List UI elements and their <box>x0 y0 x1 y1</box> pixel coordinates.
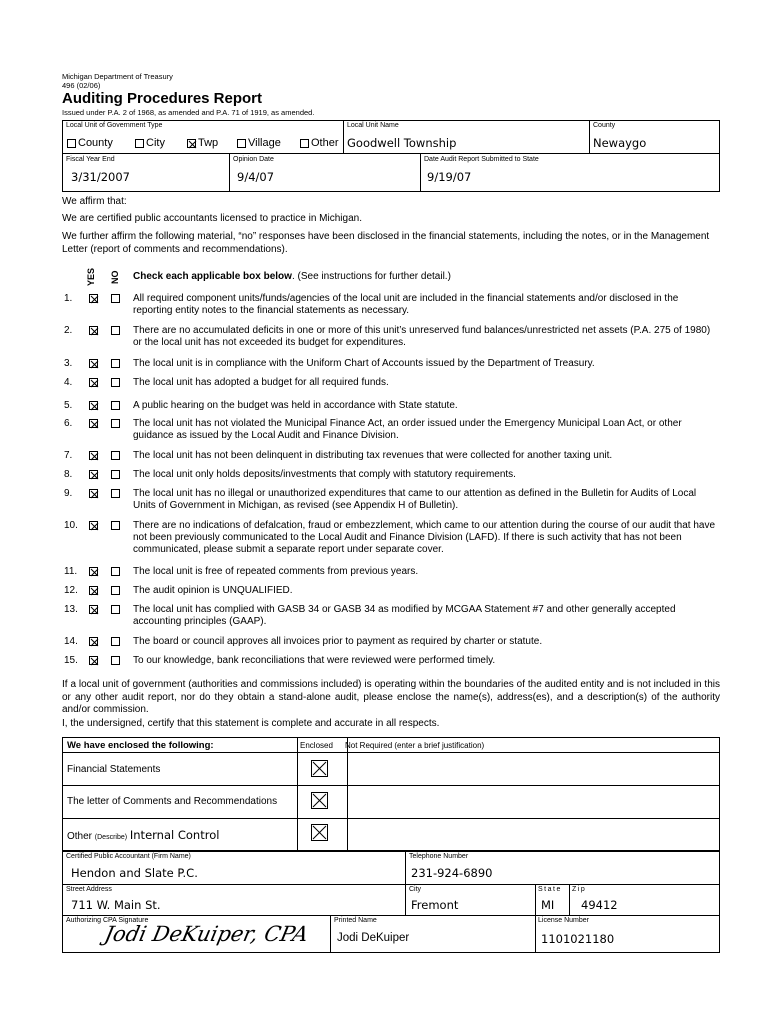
row-letter-of-comments: The letter of Comments and Recommendations <box>67 796 278 807</box>
item-text: There are no indications of defalcation, fraud or embezzlement, which came to our attention during the course of our audit that have not been previously communicated to the Local Audit and Finance Division (LAFD). If there is such activity that has not been communicated, please submit a separate report under separate cover. <box>133 520 716 555</box>
item-number: 6. <box>64 418 73 429</box>
no-column-header: NO <box>110 270 120 284</box>
letter-enclosed-checkbox[interactable] <box>311 792 328 809</box>
item-number: 15. <box>64 655 78 666</box>
zip-value[interactable]: 49412 <box>581 898 618 912</box>
item-number: 12. <box>64 585 78 596</box>
check-instructions-bold: Check each applicable box below <box>133 271 292 282</box>
item-no-checkbox[interactable] <box>111 521 120 530</box>
item-no-checkbox[interactable] <box>111 401 120 410</box>
authority-note: If a local unit of government (authorities and commissions included) is operating within the boundaries of the audited entity and is not included in this or any other audit report, nor do they obtain a stand-alone audit, please enclose the name(s), address(es), and a description(s) of the authority and/or commission. <box>62 679 720 715</box>
item-yes-checkbox-checked[interactable] <box>89 521 98 530</box>
firm-name-value[interactable]: Hendon and Slate P.C. <box>71 866 198 880</box>
item-number: 3. <box>64 358 73 369</box>
item-number: 1. <box>64 293 73 304</box>
affirm-cpa: We are certified public accountants licensed to practice in Michigan. <box>62 213 362 224</box>
check-instructions <box>133 271 451 284</box>
item-number: 2. <box>64 325 73 336</box>
item-no-checkbox[interactable] <box>111 586 120 595</box>
item-text: The local unit has no illegal or unauthorized expenditures that came to our attention as defined in the Bulletin for Audits of Local Units of Government in Michigan, as revised (see Appendix H of Bulletin). <box>133 488 697 511</box>
zip-label: Zip <box>572 886 587 893</box>
item-number: 14. <box>64 636 78 647</box>
option-city: City <box>146 137 165 149</box>
row-financial-statements: Financial Statements <box>67 764 161 775</box>
state-value[interactable]: MI <box>541 898 555 912</box>
other-checkbox[interactable] <box>300 139 309 148</box>
phone-label: Telephone Number <box>409 853 469 860</box>
item-no-checkbox[interactable] <box>111 656 120 665</box>
cpa-info-table <box>62 851 720 953</box>
signature-label: Authorizing CPA Signature <box>66 917 149 924</box>
item-text: A public hearing on the budget was held in accordance with State statute. <box>133 400 458 411</box>
item-text: The local unit has adopted a budget for all required funds. <box>133 377 389 388</box>
item-no-checkbox[interactable] <box>111 378 120 387</box>
item-yes-checkbox-checked[interactable] <box>89 401 98 410</box>
opinion-date-label: Opinion Date <box>233 156 274 163</box>
street-label: Street Address <box>66 886 112 893</box>
affirm-intro: We affirm that: <box>62 196 127 207</box>
twp-checkbox-checked[interactable] <box>187 139 196 148</box>
item-yes-checkbox-checked[interactable] <box>89 359 98 368</box>
item-number: 4. <box>64 377 73 388</box>
item-no-checkbox[interactable] <box>111 637 120 646</box>
item-number: 7. <box>64 450 73 461</box>
certification: I, the undersigned, certify that this statement is complete and accurate in all respects. <box>62 718 440 729</box>
enclosed-column: Enclosed <box>300 741 333 750</box>
item-text: All required component units/funds/agencies of the local unit are included in the financial statements and/or disclosed in the reporting entity notes to the financial statements as necessary. <box>133 293 679 316</box>
item-number: 13. <box>64 604 78 615</box>
unit-name-value[interactable]: Goodwell Township <box>347 136 457 150</box>
item-yes-checkbox-checked[interactable] <box>89 378 98 387</box>
item-no-checkbox[interactable] <box>111 567 120 576</box>
unit-name-label: Local Unit Name <box>347 122 399 129</box>
item-yes-checkbox-checked[interactable] <box>89 451 98 460</box>
option-twp: Twp <box>198 137 219 149</box>
item-number: 5. <box>64 400 73 411</box>
item-number: 8. <box>64 469 73 480</box>
item-yes-checkbox-checked[interactable] <box>89 419 98 428</box>
item-no-checkbox[interactable] <box>111 470 120 479</box>
unit-type-options <box>67 137 337 150</box>
item-text: The local unit is in compliance with the Uniform Chart of Accounts issued by the Department of Treasury. <box>133 358 595 369</box>
financial-statements-enclosed-checkbox[interactable] <box>311 760 328 777</box>
item-yes-checkbox-checked[interactable] <box>89 605 98 614</box>
item-yes-checkbox-checked[interactable] <box>89 470 98 479</box>
unit-type-label: Local Unit of Government Type <box>66 122 163 129</box>
check-instructions-rest: . (See instructions for further detail.) <box>291 271 451 282</box>
item-text: The local unit is free of repeated comments from previous years. <box>133 566 419 577</box>
city-value[interactable]: Fremont <box>411 898 459 912</box>
option-village: Village <box>248 137 281 149</box>
option-other: Other <box>311 137 339 149</box>
other-enclosed-checkbox[interactable] <box>311 824 328 841</box>
item-text: To our knowledge, bank reconciliations that were reviewed were performed timely. <box>133 655 496 666</box>
item-yes-checkbox-checked[interactable] <box>89 326 98 335</box>
item-text: The board or council approves all invoices prior to payment as required by charter or statute. <box>133 636 543 647</box>
affirm-material: We further affirm the following material, “no” responses have been disclosed in the financial statements, including the notes, or in the Management Letter (report of comments and recommendations). <box>62 231 710 255</box>
phone-value[interactable]: 231-924-6890 <box>411 866 493 880</box>
item-text: The local unit has complied with GASB 34 or GASB 34 as modified by MCGAA Statement #7 and other generally accepted accounting principles (GAAP). <box>133 604 676 627</box>
item-no-checkbox[interactable] <box>111 605 120 614</box>
cpa-signature: Jodi DeKuiper, CPA <box>102 922 311 946</box>
license-value[interactable]: 1101021180 <box>541 932 615 946</box>
item-no-checkbox[interactable] <box>111 359 120 368</box>
fye-value[interactable]: 3/31/2007 <box>71 170 130 184</box>
item-number: 9. <box>64 488 73 499</box>
item-yes-checkbox-checked[interactable] <box>89 637 98 646</box>
unit-info-table <box>62 120 720 192</box>
state-label: State <box>538 886 562 893</box>
fye-label: Fiscal Year End <box>66 156 115 163</box>
printed-name-value[interactable]: Jodi DeKuiper <box>337 932 410 944</box>
county-checkbox[interactable] <box>67 139 76 148</box>
item-yes-checkbox-checked[interactable] <box>89 489 98 498</box>
item-number: 10. <box>64 520 78 531</box>
item-no-checkbox[interactable] <box>111 326 120 335</box>
county-label: County <box>593 122 616 129</box>
item-text: The local unit has not been delinquent in distributing tax revenues that were collected for another taxing unit. <box>133 450 613 461</box>
city-checkbox[interactable] <box>135 139 144 148</box>
issued-under: Issued under P.A. 2 of 1968, as amended and P.A. 71 of 1919, as amended. <box>62 108 315 117</box>
firm-name-label: Certified Public Accountant (Firm Name) <box>66 853 191 860</box>
item-no-checkbox[interactable] <box>111 294 120 303</box>
enclosed-header: We have enclosed the following: <box>67 740 214 751</box>
item-text: The audit opinion is UNQUALIFIED. <box>133 585 293 596</box>
item-text: The local unit only holds deposits/investments that comply with statutory requirements. <box>133 469 516 480</box>
describe-label: (Describe) <box>94 834 128 841</box>
option-county: County <box>78 137 113 149</box>
enclosed-table <box>62 737 720 851</box>
city-label: City <box>409 886 422 893</box>
item-yes-checkbox-checked[interactable] <box>89 294 98 303</box>
county-value[interactable]: Newaygo <box>593 136 647 150</box>
item-no-checkbox[interactable] <box>111 419 120 428</box>
submitted-date-value[interactable]: 9/19/07 <box>427 170 472 184</box>
item-yes-checkbox-checked[interactable] <box>89 656 98 665</box>
form-title: Auditing Procedures Report <box>62 90 263 107</box>
not-required-column: Not Required (enter a brief justification) <box>345 741 485 750</box>
street-value[interactable]: 711 W. Main St. <box>71 898 161 912</box>
printed-name-label: Printed Name <box>334 917 377 924</box>
opinion-date-value[interactable]: 9/4/07 <box>237 170 275 184</box>
item-number: 11. <box>64 566 78 577</box>
submitted-date-label: Date Audit Report Submitted to State <box>424 156 539 163</box>
village-checkbox[interactable] <box>237 139 246 148</box>
item-text: The local unit has not violated the Municipal Finance Act, an order issued under the Emergency Municipal Loan Act, or other guidance as issued by the Local Audit and Finance Division. <box>133 418 682 441</box>
row-other <box>67 828 219 842</box>
item-yes-checkbox-checked[interactable] <box>89 567 98 576</box>
dept-name: Michigan Department of Treasury <box>62 72 173 81</box>
item-yes-checkbox-checked[interactable] <box>89 586 98 595</box>
other-label: Other <box>67 831 93 842</box>
item-no-checkbox[interactable] <box>111 489 120 498</box>
item-no-checkbox[interactable] <box>111 451 120 460</box>
other-description-value[interactable]: Internal Control <box>129 828 220 842</box>
yes-column-header: YES <box>86 267 96 286</box>
form-number: 496 (02/06) <box>62 81 101 90</box>
license-label: License Number <box>538 917 589 924</box>
item-text: There are no accumulated deficits in one or more of this unit’s unreserved fund balances/unrestricted net assets (P.A. 275 of 1980) or the local unit has not exceeded its budget for expenditures. <box>133 325 711 348</box>
